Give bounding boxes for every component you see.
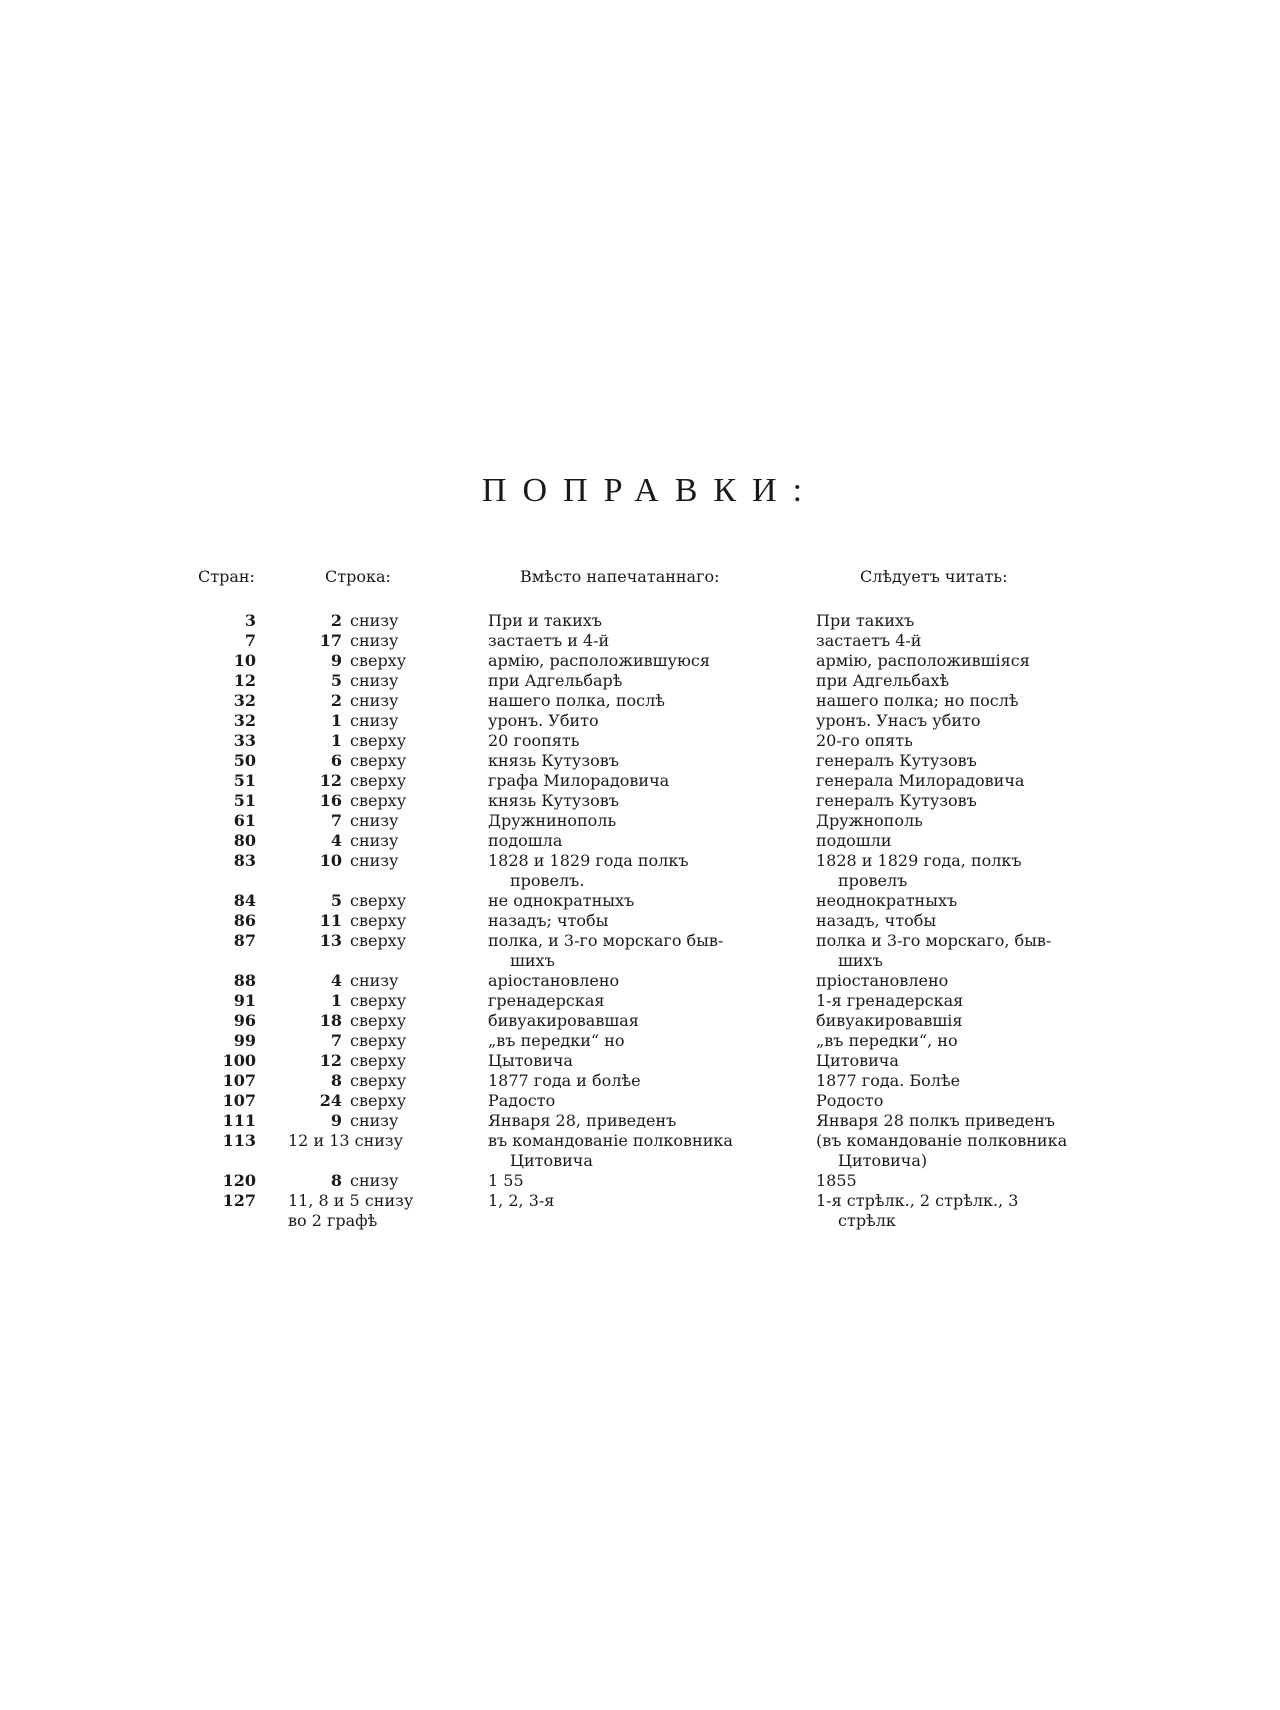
line-number: 12 [319, 771, 342, 790]
header-wrong: Вмѣсто напечатаннаго: [520, 567, 720, 586]
line-position: сверху [350, 1051, 407, 1070]
table-row [0, 751, 1280, 771]
printed-text [488, 1091, 788, 1111]
line-position: сверху [350, 891, 407, 910]
line-number: 5 [330, 891, 342, 910]
table-row [0, 1011, 1280, 1031]
corrected-text [816, 831, 1116, 851]
table-row [0, 671, 1280, 691]
line-number: 12 [319, 1051, 342, 1070]
table-row [0, 931, 1280, 971]
corrected-text [816, 731, 1116, 751]
page-number: 61 [233, 811, 256, 830]
corrected-text [816, 1091, 1116, 1111]
corrected-text-line: провелъ [838, 871, 908, 890]
printed-text [488, 1131, 788, 1171]
line-ref [278, 691, 478, 711]
page-number: 99 [233, 1031, 256, 1050]
printed-text-line: При и такихъ [488, 611, 602, 630]
page-number: 100 [222, 1051, 256, 1070]
line-number: 4 [330, 831, 342, 850]
page-number: 32 [233, 711, 256, 730]
printed-text [488, 971, 788, 991]
table-row [0, 691, 1280, 711]
line-ref [278, 651, 478, 671]
corrected-text-line: 1828 и 1829 года, полкъ [816, 851, 1022, 870]
corrected-text-line: Цитовича [816, 1051, 899, 1070]
corrected-text-line: застаетъ 4-й [816, 631, 922, 650]
corrected-text [816, 1171, 1116, 1191]
corrected-text-line: при Адгельбахѣ [816, 671, 950, 690]
line-ref [278, 1011, 478, 1031]
printed-text-line: 1828 и 1829 года полкъ [488, 851, 689, 870]
printed-text-line: подошла [488, 831, 563, 850]
table-row [0, 1191, 1280, 1231]
table-row [0, 1091, 1280, 1111]
line-ref [278, 1091, 478, 1111]
line-number: 4 [330, 971, 342, 990]
table-row [0, 771, 1280, 791]
line-ref [278, 971, 478, 991]
printed-text-line: не однократныхъ [488, 891, 635, 910]
printed-text-line: князь Кутузовъ [488, 751, 619, 770]
printed-text [488, 731, 788, 751]
page-number: 86 [233, 911, 256, 930]
table-row [0, 971, 1280, 991]
line-number: 1 [330, 711, 342, 730]
printed-text-line: при Адгельбарѣ [488, 671, 623, 690]
line-position: снизу [350, 691, 399, 710]
printed-text [488, 991, 788, 1011]
printed-text [488, 611, 788, 631]
line-position: снизу [350, 831, 399, 850]
page-number: 33 [233, 731, 256, 750]
table-row [0, 1051, 1280, 1071]
line-ref [278, 711, 478, 731]
corrected-text-line: (въ командованіе полковника [816, 1131, 1068, 1150]
line-ref [278, 911, 478, 931]
page-number: 91 [233, 991, 256, 1010]
corrected-text-line: назадъ, чтобы [816, 911, 937, 930]
line-position: сверху [350, 1011, 407, 1030]
page-number: 88 [233, 971, 256, 990]
printed-text [488, 931, 788, 971]
line-number: 11 [319, 911, 342, 930]
line-number: 13 [319, 931, 342, 950]
line-position: сверху [350, 731, 407, 750]
corrected-text [816, 651, 1116, 671]
table-row [0, 851, 1280, 891]
line-position: снизу [350, 811, 399, 830]
page-number: 32 [233, 691, 256, 710]
printed-text-line: шихъ [510, 951, 555, 970]
corrected-text [816, 811, 1116, 831]
corrected-text-line: Января 28 полкъ приведенъ [816, 1111, 1055, 1130]
line-ref [278, 671, 478, 691]
table-row [0, 1031, 1280, 1051]
line-ref-text: во 2 графѣ [288, 1211, 378, 1230]
line-position: сверху [350, 771, 407, 790]
page-title: ПОПРАВКИ: [481, 472, 819, 509]
corrected-text-line: Дружнополь [816, 811, 923, 830]
table-header [0, 567, 1280, 597]
line-ref [278, 1111, 478, 1131]
page-number: 80 [233, 831, 256, 850]
corrected-text [816, 1111, 1116, 1131]
printed-text [488, 1031, 788, 1051]
corrected-text-line: генералъ Кутузовъ [816, 751, 977, 770]
printed-text-line: Радосто [488, 1091, 556, 1110]
line-position: сверху [350, 651, 407, 670]
line-position: сверху [350, 1071, 407, 1090]
page-number: 113 [222, 1131, 256, 1150]
printed-text-line: князь Кутузовъ [488, 791, 619, 810]
table-row [0, 1071, 1280, 1091]
line-number: 1 [330, 991, 342, 1010]
corrected-text-line: нашего полка; но послѣ [816, 691, 1019, 710]
printed-text-line: провелъ. [510, 871, 585, 890]
line-ref [278, 1191, 488, 1231]
corrected-text [816, 711, 1116, 731]
table-row [0, 1111, 1280, 1131]
table-row [0, 831, 1280, 851]
corrected-text-line: генерала Милорадовича [816, 771, 1025, 790]
table-row [0, 811, 1280, 831]
printed-text-line: нашего полка, послѣ [488, 691, 665, 710]
line-ref [278, 791, 478, 811]
printed-text-line: 20 гоопять [488, 731, 580, 750]
line-ref [278, 751, 478, 771]
line-number: 17 [319, 631, 342, 650]
corrected-text [816, 891, 1116, 911]
printed-text [488, 771, 788, 791]
line-number: 6 [330, 751, 342, 770]
header-page: Стран: [198, 567, 255, 586]
page-number: 50 [233, 751, 256, 770]
page-number: 10 [233, 651, 256, 670]
printed-text [488, 891, 788, 911]
line-position: снизу [350, 711, 399, 730]
page-number: 107 [222, 1071, 256, 1090]
printed-text-line: бивуакировавшая [488, 1011, 639, 1030]
corrected-text-line: Родосто [816, 1091, 884, 1110]
line-position: сверху [350, 1091, 407, 1110]
line-ref [278, 931, 478, 951]
printed-text [488, 711, 788, 731]
printed-text-line: назадъ; чтобы [488, 911, 609, 930]
line-position: снизу [350, 851, 399, 870]
corrected-text [816, 691, 1116, 711]
corrected-text [816, 971, 1116, 991]
corrected-text [816, 751, 1116, 771]
page-number: 96 [233, 1011, 256, 1030]
corrected-text [816, 931, 1116, 971]
corrected-text-line: „въ передки“, но [816, 1031, 958, 1050]
corrected-text-line: шихъ [838, 951, 883, 970]
line-ref [278, 731, 478, 751]
printed-text-line: Цытовича [488, 1051, 573, 1070]
printed-text-line: 1, 2, 3-я [488, 1191, 555, 1210]
table-row [0, 1171, 1280, 1191]
page-number: 120 [222, 1171, 256, 1190]
printed-text [488, 831, 788, 851]
printed-text-line: армію, расположившуюся [488, 651, 710, 670]
printed-text [488, 1011, 788, 1031]
line-ref [278, 891, 478, 911]
printed-text [488, 791, 788, 811]
line-number: 2 [330, 691, 342, 710]
line-number: 8 [330, 1071, 342, 1090]
corrected-text [816, 851, 1116, 891]
table-row [0, 611, 1280, 631]
line-position: сверху [350, 911, 407, 930]
page-number: 107 [222, 1091, 256, 1110]
page-number: 83 [233, 851, 256, 870]
line-ref [278, 831, 478, 851]
corrected-text [816, 1131, 1116, 1171]
line-number: 7 [330, 811, 342, 830]
line-number: 1 [330, 731, 342, 750]
line-ref [278, 1031, 478, 1051]
printed-text-line: въ командованіе полковника [488, 1131, 733, 1150]
printed-text [488, 1171, 788, 1191]
corrected-text [816, 1011, 1116, 1031]
line-number: 18 [319, 1011, 342, 1030]
corrected-text-line: уронъ. Унасъ убито [816, 711, 981, 730]
corrected-text [816, 991, 1116, 1011]
line-ref [278, 851, 478, 871]
table-row [0, 911, 1280, 931]
line-position: снизу [350, 631, 399, 650]
table-row [0, 891, 1280, 911]
printed-text [488, 671, 788, 691]
printed-text-line: Января 28, приведенъ [488, 1111, 677, 1130]
page-number: 111 [222, 1111, 256, 1130]
line-number: 10 [319, 851, 342, 870]
line-ref [278, 1171, 478, 1191]
line-ref [278, 811, 478, 831]
printed-text [488, 1191, 788, 1211]
table-row [0, 991, 1280, 1011]
line-ref [278, 771, 478, 791]
line-position: сверху [350, 991, 407, 1010]
line-number: 7 [330, 1031, 342, 1050]
line-ref-text: 12 и 13 снизу [288, 1131, 404, 1150]
line-position: снизу [350, 971, 399, 990]
line-position: снизу [350, 1171, 399, 1190]
printed-text-line: гренадерская [488, 991, 605, 1010]
printed-text [488, 1111, 788, 1131]
line-number: 16 [319, 791, 342, 810]
table-row [0, 791, 1280, 811]
table-row [0, 711, 1280, 731]
line-ref [278, 1071, 478, 1091]
line-ref [278, 991, 478, 1011]
printed-text [488, 751, 788, 771]
line-position: снизу [350, 611, 399, 630]
corrected-text-line: стрѣлк [838, 1211, 896, 1230]
corrected-text-line: полка и 3-го морскаго, быв- [816, 931, 1052, 950]
line-position: сверху [350, 751, 407, 770]
header-line: Строка: [325, 567, 391, 586]
corrected-text-line: неоднократныхъ [816, 891, 958, 910]
printed-text [488, 651, 788, 671]
printed-text-line: полка, и 3-го морскаго быв- [488, 931, 724, 950]
corrected-text-line: 1-я гренадерская [816, 991, 964, 1010]
corrected-text-line: 1-я стрѣлк., 2 стрѣлк., 3 [816, 1191, 1019, 1210]
printed-text-line: уронъ. Убито [488, 711, 599, 730]
printed-text [488, 691, 788, 711]
line-number: 9 [330, 651, 342, 670]
table-body [0, 611, 1280, 1231]
printed-text [488, 911, 788, 931]
corrected-text [816, 611, 1116, 631]
corrected-text-line: 20-го опять [816, 731, 913, 750]
corrected-text [816, 911, 1116, 931]
printed-text-line: аріостановлено [488, 971, 620, 990]
printed-text [488, 631, 788, 651]
corrected-text-line: генералъ Кутузовъ [816, 791, 977, 810]
errata-table [0, 567, 1280, 1231]
printed-text [488, 811, 788, 831]
corrected-text [816, 771, 1116, 791]
printed-text-line: графа Милорадовича [488, 771, 670, 790]
line-number: 2 [330, 611, 342, 630]
printed-text-line: „въ передки“ но [488, 1031, 625, 1050]
header-right: Слѣдуетъ читать: [860, 567, 1008, 586]
printed-text [488, 851, 788, 891]
page-number: 7 [244, 631, 256, 650]
printed-text [488, 1051, 788, 1071]
corrected-text [816, 1031, 1116, 1051]
line-number: 5 [330, 671, 342, 690]
corrected-text [816, 1191, 1116, 1231]
corrected-text-line: подошли [816, 831, 892, 850]
table-row [0, 1131, 1280, 1171]
line-number: 24 [319, 1091, 342, 1110]
line-number: 8 [330, 1171, 342, 1190]
corrected-text [816, 671, 1116, 691]
table-row [0, 731, 1280, 751]
page-number: 84 [233, 891, 256, 910]
table-row [0, 631, 1280, 651]
page-number: 51 [233, 771, 256, 790]
corrected-text [816, 631, 1116, 651]
printed-text-line: застаетъ и 4-й [488, 631, 610, 650]
line-ref-text: 11, 8 и 5 снизу [288, 1191, 414, 1210]
corrected-text-line: армію, расположившіяся [816, 651, 1030, 670]
line-position: сверху [350, 931, 407, 950]
line-ref [278, 611, 478, 631]
printed-text-line: 1 55 [488, 1171, 524, 1190]
table-row [0, 651, 1280, 671]
line-position: снизу [350, 671, 399, 690]
corrected-text [816, 1071, 1116, 1091]
line-position: сверху [350, 791, 407, 810]
corrected-text [816, 791, 1116, 811]
printed-text-line: Цитовича [510, 1151, 593, 1170]
page-number: 3 [244, 611, 256, 630]
printed-text-line: Дружнинополь [488, 811, 617, 830]
page-number: 12 [233, 671, 256, 690]
corrected-text-line: 1877 года. Болѣе [816, 1071, 961, 1090]
line-number: 9 [330, 1111, 342, 1130]
printed-text-line: 1877 года и болѣе [488, 1071, 641, 1090]
corrected-text-line: бивуакировавшія [816, 1011, 963, 1030]
corrected-text [816, 1051, 1116, 1071]
line-ref [278, 1051, 478, 1071]
corrected-text-line: При такихъ [816, 611, 915, 630]
corrected-text-line: 1855 [816, 1171, 857, 1190]
page-number: 51 [233, 791, 256, 810]
line-position: снизу [350, 1111, 399, 1130]
page-number: 127 [222, 1191, 256, 1210]
corrected-text-line: Цитовича) [838, 1151, 928, 1170]
page-number: 87 [233, 931, 256, 950]
corrected-text-line: пріостановлено [816, 971, 949, 990]
line-ref [278, 631, 478, 651]
line-ref [278, 1131, 488, 1151]
printed-text [488, 1071, 788, 1091]
line-position: сверху [350, 1031, 407, 1050]
